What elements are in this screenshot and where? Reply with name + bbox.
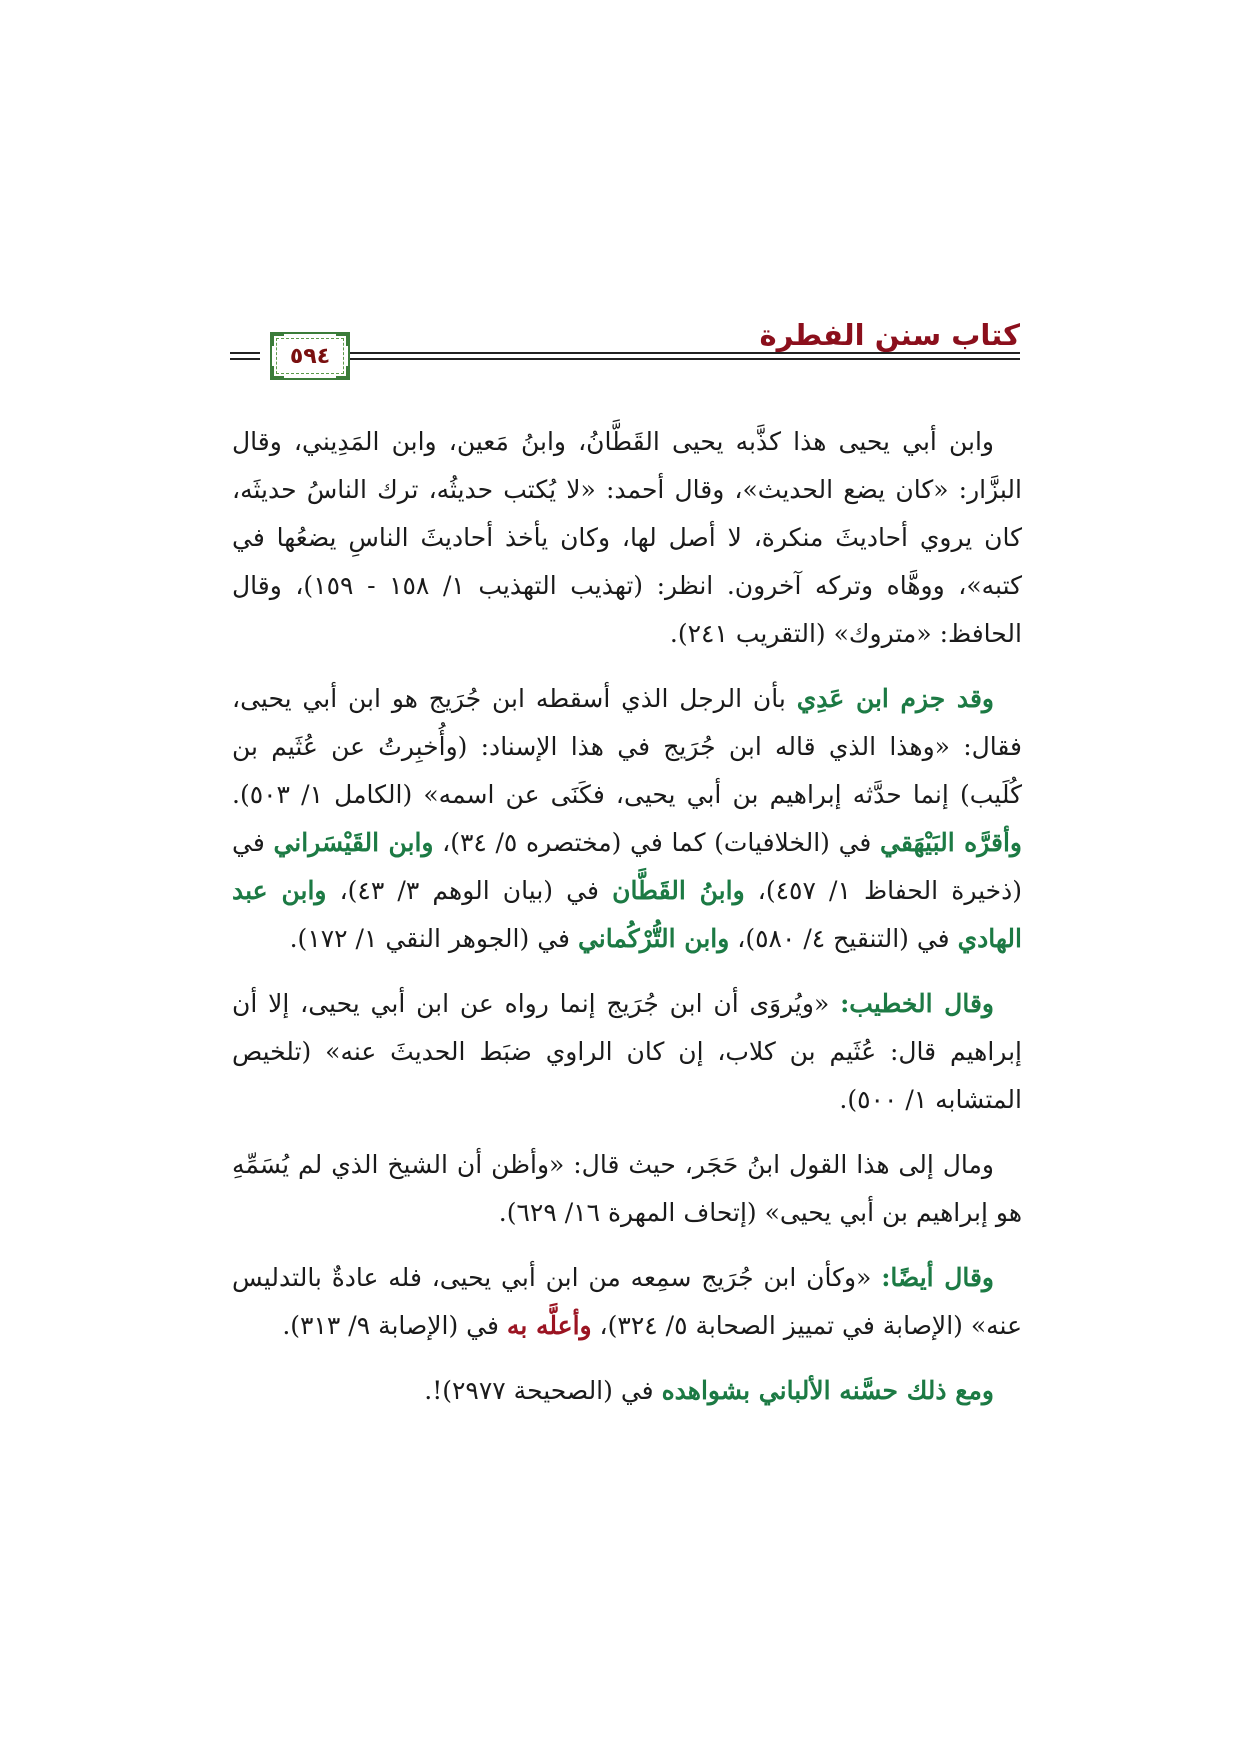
header-rule-left-bottom [230, 358, 260, 360]
paragraph-text: في (ذخيرة الحفاظ ١/ ٤٥٧)، [232, 828, 1022, 905]
paragraph [232, 418, 1022, 658]
ornament-corner-icon [336, 332, 350, 346]
ornament-corner-icon [336, 366, 350, 380]
paragraph [232, 1141, 1022, 1237]
page-body [232, 418, 1022, 1432]
paragraph-text: «وكأن ابن جُرَيج سمِعه من ابن أبي يحيى، فله عادةٌ بالتدليس عنه» (الإصابة في تمييز الصحابة ٥/ ٣٢٤)، [232, 1263, 1022, 1340]
paragraph-text: في (الجوهر النقي ١/ ١٧٢). [289, 924, 578, 953]
paragraph-text: في (الإصابة ٩/ ٣١٣). [282, 1311, 507, 1340]
paragraph-text: وابن أبي يحيى هذا كذَّبه يحيى القَطَّانُ، وابنُ مَعين، وابن المَدِيني، وقال البزَّار: «كان يضع الحديث»، وقال أحمد: «لا يُكتب حديثُه، ترك الناسُ حديثَه، كان يروي أحاديثَ منكرة، لا أصل لها، وكان يأخذ أحاديثَ الناسِ يضعُها في كتبه»، ووهَّاه وتركه آخرون. انظر: (تهذيب التهذيب ١/ ١٥٨ - ١٥٩)، وقال الحافظ: «متروك» (التقريب ٢٤١). [232, 427, 1023, 648]
highlighted-phrase: وقال أيضًا: [881, 1263, 994, 1292]
paragraph-text: في (التنقيح ٤/ ٥٨٠)، [729, 924, 958, 953]
paragraph-text: في (بيان الوهم ٣/ ٤٣)، [326, 876, 613, 905]
highlighted-phrase: وأقرَّه البَيْهَقي [880, 828, 1022, 857]
paragraph [232, 980, 1022, 1124]
highlighted-phrase: وابنُ القَطَّان [612, 876, 745, 905]
highlighted-phrase: وقال الخطيب: [840, 989, 994, 1018]
ornament-corner-icon [270, 332, 284, 346]
header-rule-top [295, 352, 1020, 354]
header-rule-bottom [295, 358, 1020, 360]
paragraph [232, 1367, 1022, 1415]
paragraph-text: بأن الرجل الذي أسقطه ابن جُرَيج هو ابن أبي يحيى، فقال: «وهذا الذي قاله ابن جُرَيج في هذا الإسناد: (وأُخبِرتُ عن عُثَيم بن كُلَيب) إنما حدَّثه إبراهيم بن أبي يحيى، فكَنَى عن اسمه» (الكامل ١/ ٥٠٣). [232, 684, 1022, 809]
book-title: كتاب سنن الفطرة [759, 318, 1020, 352]
ornament-corner-icon [270, 366, 284, 380]
paragraph-text: «ويُروَى أن ابن جُرَيج إنما رواه عن ابن أبي يحيى، إلا أن إبراهيم قال: عُثَيم بن كلاب، إن كان الراوي ضبَط الحديثَ عنه» (تلخيص المتشابه ١/ ٥٠٠). [232, 989, 1022, 1114]
highlighted-phrase: ومع ذلك حسَّنه الألباني بشواهده [661, 1376, 994, 1405]
highlighted-phrase: وقد جزم ابن عَدِي [796, 684, 995, 713]
paragraph-text: في (الخلافيات) كما في (مختصره ٥/ ٣٤)، [433, 828, 881, 857]
paragraph-text: ومال إلى هذا القول ابنُ حَجَر، حيث قال: «وأظن أن الشيخ الذي لم يُسَمِّهِ هو إبراهيم بن أبي يحيى» (إتحاف المهرة ١٦/ ٦٢٩). [232, 1150, 1022, 1227]
highlighted-phrase: وأعلَّه به [506, 1311, 592, 1340]
page-number: ٥٩٤ [289, 343, 331, 369]
highlighted-phrase: وابن التُّرْكُماني [577, 924, 730, 953]
paragraph [232, 1254, 1022, 1350]
paragraph [232, 675, 1022, 963]
page-header [230, 318, 1020, 384]
header-rule-left-top [230, 352, 260, 354]
highlighted-phrase: وابن القَيْسَراني [273, 828, 434, 857]
highlighted-phrase: وابن عبد الهادي [232, 876, 1022, 953]
page-number-badge [270, 332, 350, 380]
paragraph-text: في (الصحيحة ٢٩٧٧)!. [424, 1376, 662, 1405]
